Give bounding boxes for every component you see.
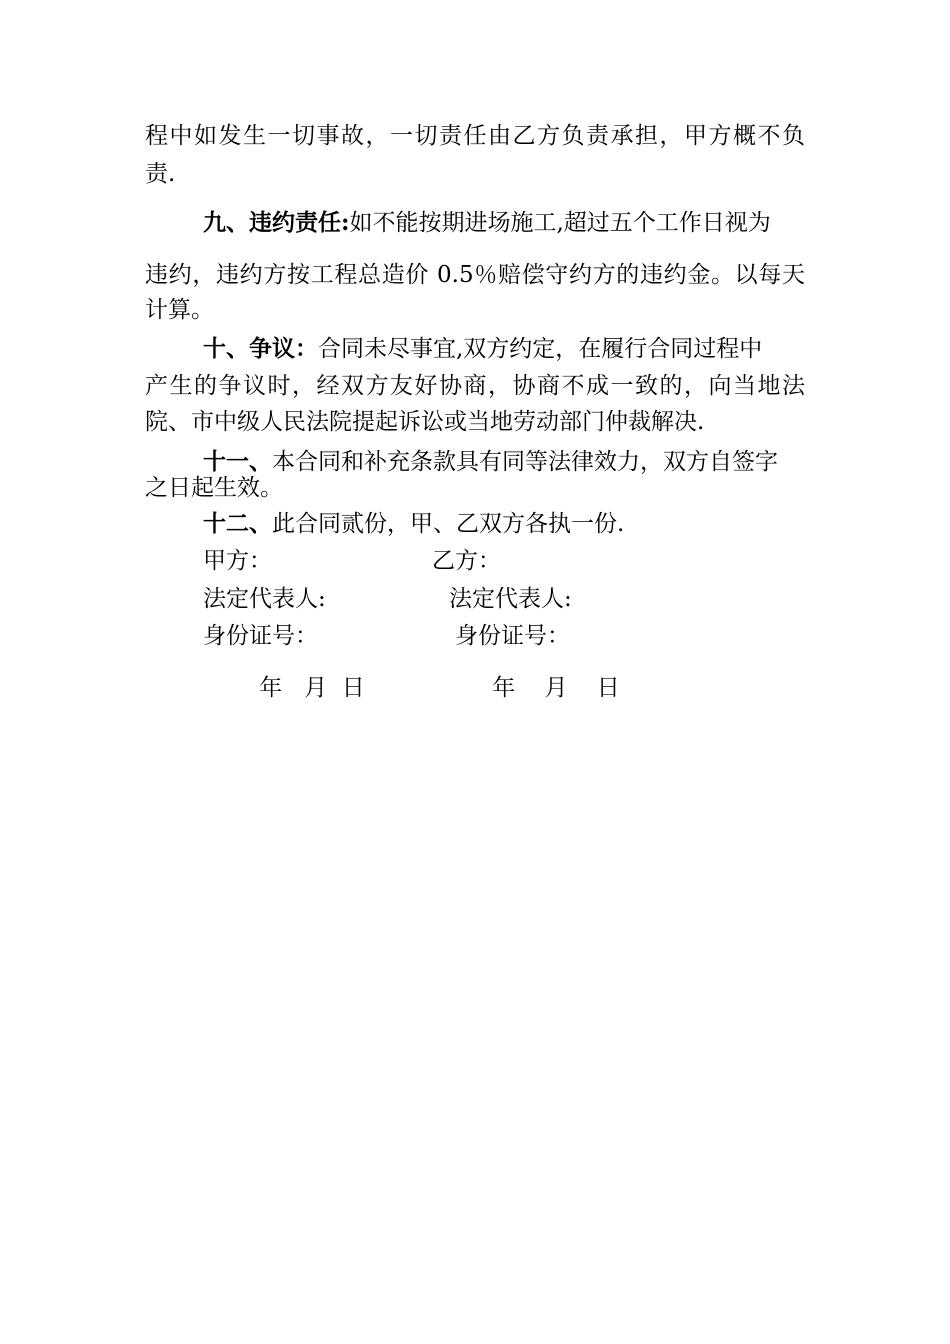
- id-b-label: 身份证号：: [455, 623, 570, 649]
- clause-10-text-2: 产生的争议时，经双方友好协商，协商不成一致的，向当地法: [145, 373, 805, 399]
- clause-11-line-2: [145, 474, 283, 502]
- clause-9-text-1: 如不能按期进场施工,超过五个工作日视为: [349, 210, 771, 236]
- clause-10-heading: 十、争议：: [203, 335, 318, 362]
- clause-9-line-2: [145, 261, 805, 289]
- rep-a-label: 法定代表人:: [203, 586, 326, 612]
- rep-b-label: 法定代表人:: [449, 586, 572, 612]
- clause-10-line-1: [203, 335, 762, 363]
- clause-11-text-2: 之日起生效。: [145, 475, 283, 501]
- clause-9-text-2: 违约，违约方按工程总造价 0.5％赔偿守约方的违约金。以每天: [145, 262, 805, 288]
- clause-8-line-1: [145, 122, 805, 150]
- party-a-label: 甲方：: [203, 548, 272, 574]
- clause-9-line-1: [203, 209, 771, 237]
- clause-11-heading: 十一、: [203, 448, 272, 475]
- clause-12-text-1: 此合同贰份，甲、乙双方各执一份.: [272, 511, 625, 537]
- clause-8-line-2: [145, 160, 175, 188]
- clause-10-line-3: [145, 408, 704, 436]
- clause-9-heading: 九、违约责任:: [203, 209, 350, 236]
- clause-12-line-1: [203, 510, 624, 538]
- id-a-label: 身份证号：: [203, 623, 318, 649]
- clause-11-text-1: 本合同和补充条款具有同等法律效力，双方自签字: [272, 449, 778, 475]
- party-b-label: 乙方：: [432, 548, 501, 574]
- clause-9-line-3: [145, 296, 214, 324]
- date-a: 年 月 日: [259, 675, 365, 701]
- clause-8-text-1: 程中如发生一切事故，一切责任由乙方负责承担，甲方概不负: [145, 123, 805, 149]
- clause-11-line-1: [203, 448, 778, 476]
- clause-10-text-1: 合同未尽事宜,双方约定，在履行合同过程中: [318, 336, 763, 362]
- date-b: 年 月 日: [492, 675, 620, 701]
- clause-12-heading: 十二、: [203, 510, 272, 537]
- clause-8-text-2: 责.: [145, 161, 176, 187]
- clause-10-text-3: 院、市中级人民法院提起诉讼或当地劳动部门仲裁解决.: [145, 409, 705, 435]
- clause-10-line-2: [145, 372, 805, 400]
- clause-9-text-3: 计算。: [145, 297, 214, 323]
